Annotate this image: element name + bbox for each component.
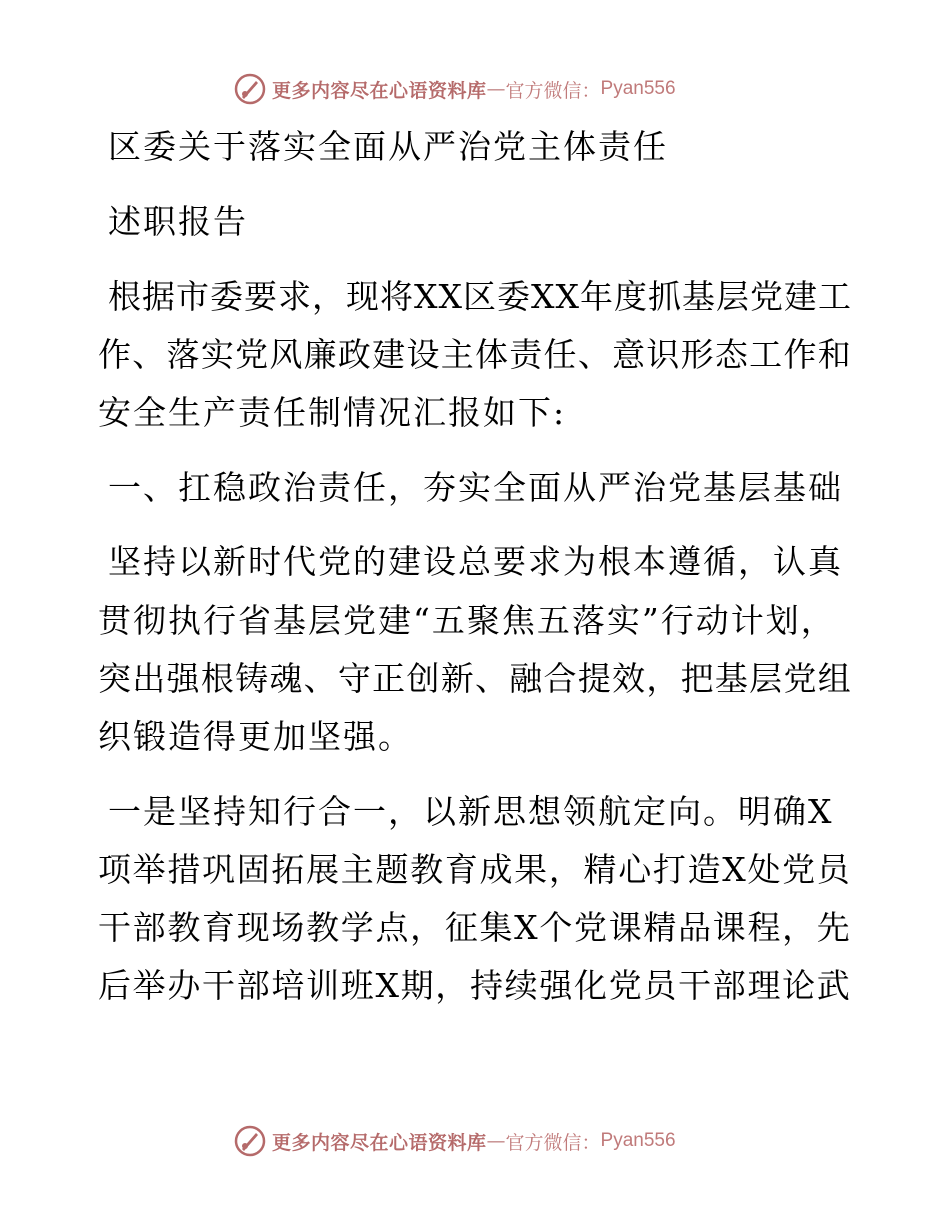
point-para-line: 后举办干部培训班X期，持续强化党员干部理论武 <box>98 966 852 1005</box>
point-para-line: 一是坚持知行合一，以新思想领航定向。明确X <box>108 792 834 831</box>
section-para-line: 贯彻执行省基层党建“五聚焦五落实”行动计划， <box>98 601 836 640</box>
intro-line: 安全生产责任制情况汇报如下: <box>98 393 567 432</box>
watermark-separator: — <box>486 1130 506 1152</box>
watermark-header <box>234 72 676 106</box>
quill-logo-icon <box>234 1125 266 1157</box>
quill-logo-icon <box>234 73 266 105</box>
section-para-line: 织锻造得更加坚强。 <box>98 717 413 756</box>
watermark-separator: — <box>486 78 506 100</box>
title-line-2: 述职报告 <box>108 202 248 241</box>
intro-line: 根据市委要求，现将XX区委XX年度抓基层党建工 <box>108 277 852 316</box>
section-heading: 一、扛稳政治责任，夯实全面从严治党基层基础 <box>108 468 843 507</box>
watermark-footer <box>234 1124 676 1158</box>
point-para-line: 干部教育现场教学点，征集X个党课精品课程，先 <box>98 908 852 947</box>
intro-line: 作、落实党风廉政建设主体责任、意识形态工作和 <box>98 335 852 374</box>
section-para-line: 坚持以新时代党的建设总要求为根本遵循，认真 <box>108 542 843 581</box>
watermark-wechat-id: Pyan556 <box>600 78 676 99</box>
watermark-wechat-id: Pyan556 <box>600 1130 676 1151</box>
section-para-line: 突出强根铸魂、守正创新、融合提效，把基层党组 <box>98 659 852 698</box>
point-para-line: 项举措巩固拓展主题教育成果，精心打造X处党员 <box>98 850 852 889</box>
watermark-site-text: 更多内容尽在心语资料库 <box>272 1131 487 1154</box>
watermark-wechat-label: 官方微信： <box>505 79 601 102</box>
title-line-1: 区委关于落实全面从严治党主体责任 <box>108 127 668 166</box>
watermark-wechat-label: 官方微信： <box>505 1131 601 1154</box>
watermark-site-text: 更多内容尽在心语资料库 <box>272 79 487 102</box>
